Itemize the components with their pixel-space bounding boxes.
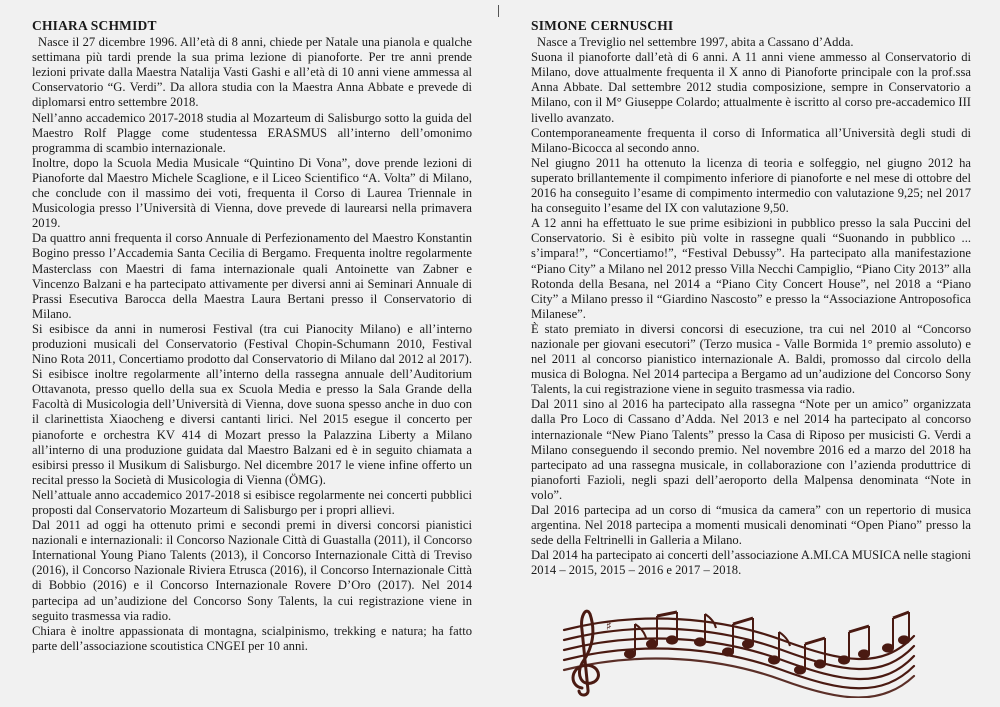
right-name-heading: SIMONE CERNUSCHI [531, 18, 674, 33]
right-paragraph-1: Nasce a Treviglio nel settembre 1997, abita a Cassano d’Adda. [537, 35, 854, 50]
left-paragraph-4: Da quattro anni frequenta il corso Annuale di Perfezionamento del Maestro Konstantin Bogino presso l’Accademia Santa Cecilia di Bergamo. Frequenta inoltre regolarmente Masterclass con Maestri di fama internazionale quali Antoinette van Zabner e Vincenzo Balzani e ha partecipato attivamente per diversi anni ai Seminari Annuale di Prassi Esecutiva Barocca della Maestra Laura Bertani presso il Conservatorio di Milano. [32, 231, 472, 321]
right-paragraph-5: A 12 anni ha effettuato le sue prime esibizioni in pubblico presso la sala Puccini del Conservatorio. Si è esibito più volte in rassegne quali “Suonando in pubblico ... s’impara!”, “Concertiamo!”, “Festival Debussy”. Ha partecipato alla manifestazione “Piano City” a Milano nel 2012 presso Villa Necchi Campiglio, “Piano City 2013” alla Rotonda della Besana, nel 2014 a “Piano City Concert House”, nel 2018 a “Piano City” a Milano presso il “Giardino Nascosto” e presso la “Associazione Antroposofica Milanese”. [531, 216, 971, 321]
left-paragraph-5: Si esibisce da anni in numerosi Festival (tra cui Pianocity Milano) e all’interno produzioni musicali del Conservatorio (Festival Chopin-Schumann 2010, Festival Nino Rota 2011, Concertiamo prodotto dal Conservatorio di Milano dal 2012 al 2017). Si esibisce inoltre regolarmente all’interno della rassegna annuale dell’Auditorium Ottavanota, presso quello della sua ex Scuola Media e presso la Sala Grande della Facoltà di Musicologia dell’Università di Vienna, dove suona spesso anche in duo con il clarinettista Xiaocheng e diversi cantanti lirici. Nel 2015 esegue il concerto per pianoforte e orchestra KV 414 di Mozart presso la Palazzina Liberty a Milano all’interno di una produzione guidata dal Maestro Balzani ed è in seguito chiamata a esibirsi presso il Musikum di Salisburgo. Nel dicembre 2017 le viene infine offerto un recital presso la Società di Musicologia di Vienna (ÖMG). [32, 321, 472, 487]
right-paragraph-6: È stato premiato in diversi concorsi di esecuzione, tra cui nel 2010 al “Concorso nazionale per giovani esecutori” (Terzo musica - Valle Bormida 1° premio assoluto) e nel 2011 al concorso pianistico internazionale A. Baldi, promosso dal circolo della musica di Bologna. Nel 2014 partecipa a Bergamo ad un’audizione del Concorso Sony Talents, la cui registrazione viene in seguito trasmessa via radio. [531, 321, 971, 397]
svg-text:♯: ♯ [606, 619, 612, 633]
left-paragraph-2: Nell’anno accademico 2017-2018 studia al Mozarteum di Salisburgo sotto la guida del Maestro Rolf Plagge come studentessa ERASMUS all’interno dell’omonimo programma di scambio internazionale. [32, 110, 472, 155]
left-column [32, 18, 472, 654]
page-divider-mark [498, 5, 499, 17]
left-paragraph-8: Chiara è inoltre appassionata di montagna, scialpinismo, trekking e natura; ha fatto parte dell’associazione scoutistica CNGEI per 10 anni. [32, 623, 472, 653]
right-paragraph-2: Suona il pianoforte dall’età di 6 anni. A 11 anni viene ammesso al Conservatorio di Milano, dove attualmente frequenta il X anno di Pianoforte principale con la prof.ssa Anna Abbate. Dal settembre 2012 studia composizione, sempre in Conservatorio a Milano, con il M° Giuseppe Colardo; attualmente è iscritto al corso pre-accademico III livello avanzato. [531, 50, 971, 125]
left-paragraph-7: Dal 2011 ad oggi ha ottenuto primi e secondi premi in diversi concorsi pianistici nazionali e internazionali: il Concorso Nazionale Città di Guastalla (2011), il Concorso International Young Piano Talents (2013), il Concorso Internazionale Città di Treviso (2016), il Concorso Nazionale Riviera Etrusca (2016), il Concorso Internazionale Città di Bobbio (2016) e il Concorso Internazionale Rovere D’Oro (2017). Nel 2014 partecipa ad un’audizione del Concorso Sony Talents, la cui registrazione viene in seguito trasmessa via radio. [32, 518, 472, 623]
right-paragraph-4: Nel giugno 2011 ha ottenuto la licenza di teoria e solfeggio, nel giugno 2012 ha superato brillantemente il compimento inferiore di pianoforte e nel mese di ottobre del 2016 ha conseguito l’esame di compimento intermedio con valutazione 9,25; nel 2017 ha conseguito l’esame del IX con valutazione 9,50. [531, 155, 971, 216]
right-paragraph-9: Dal 2014 ha partecipato ai concerti dell’associazione A.MI.CA MUSICA nelle stagioni 2014 – 2015, 2015 – 2016 e 2017 – 2018. [531, 548, 971, 578]
right-paragraph-7: Dal 2011 sino al 2016 ha partecipato alla rassegna “Note per un amico” organizzata dalla Pro Loco di Cassano d’Adda. Nel 2013 e nel 2014 ha partecipato al concorso internazionale “New Piano Talents” presso la Casa di Riposo per musicisti G. Verdi a Milano conseguendo il secondo premio. Nel novembre 2016 ed a marzo del 2018 ha partecipato ad una rassegna musicale, in collaborazione con l’azienda produttrice di pianoforti Fazioli, negli spazi dell’aeroporto della Malpensa denominata “Note in volo”. [531, 397, 971, 502]
right-paragraph-8: Dal 2016 partecipa ad un corso di “musica da camera” con un repertorio di musica argentina. Nel 2018 partecipa a momenti musicali denominati “Open Piano” presso la sede della Feltrinelli in Galleria a Milano. [531, 503, 971, 548]
right-column [531, 18, 971, 578]
music-staff-icon [552, 600, 922, 698]
right-paragraph-3: Contemporaneamente frequenta il corso di Informatica all’Università degli studi di Milano-Bicocca al secondo anno. [531, 125, 971, 155]
left-name-heading: CHIARA SCHMIDT [32, 18, 157, 33]
left-paragraph-3: Inoltre, dopo la Scuola Media Musicale “Quintino Di Vona”, dove prende lezioni di Pianoforte dal Maestro Michele Scaglione, e il Liceo Scientifico “A. Volta” di Milano, che conclude con il massimo dei voti, frequenta il Corso di Laurea Triennale in Musicologia presso l’Università di Vienna, dove prevede di laurearsi nella primavera 2019. [32, 155, 472, 231]
left-paragraph-1: Nasce il 27 dicembre 1996. All’età di 8 anni, chiede per Natale una pianola e qualche settimana più tardi prende la sua prima lezione di pianoforte. Per tre anni prende lezioni private dalla Maestra Natalija Vasti Gashi e all’età di 10 anni viene ammessa al Conservatorio “G. Verdi”. Da allora studia con la Maestra Anna Abbate e prevede di diplomarsi entro settembre 2018. [32, 35, 472, 110]
left-paragraph-6: Nell’attuale anno accademico 2017-2018 si esibisce regolarmente nei concerti pubblici proposti dal Conservatorio Mozarteum di Salisburgo per i propri allievi. [32, 487, 472, 517]
